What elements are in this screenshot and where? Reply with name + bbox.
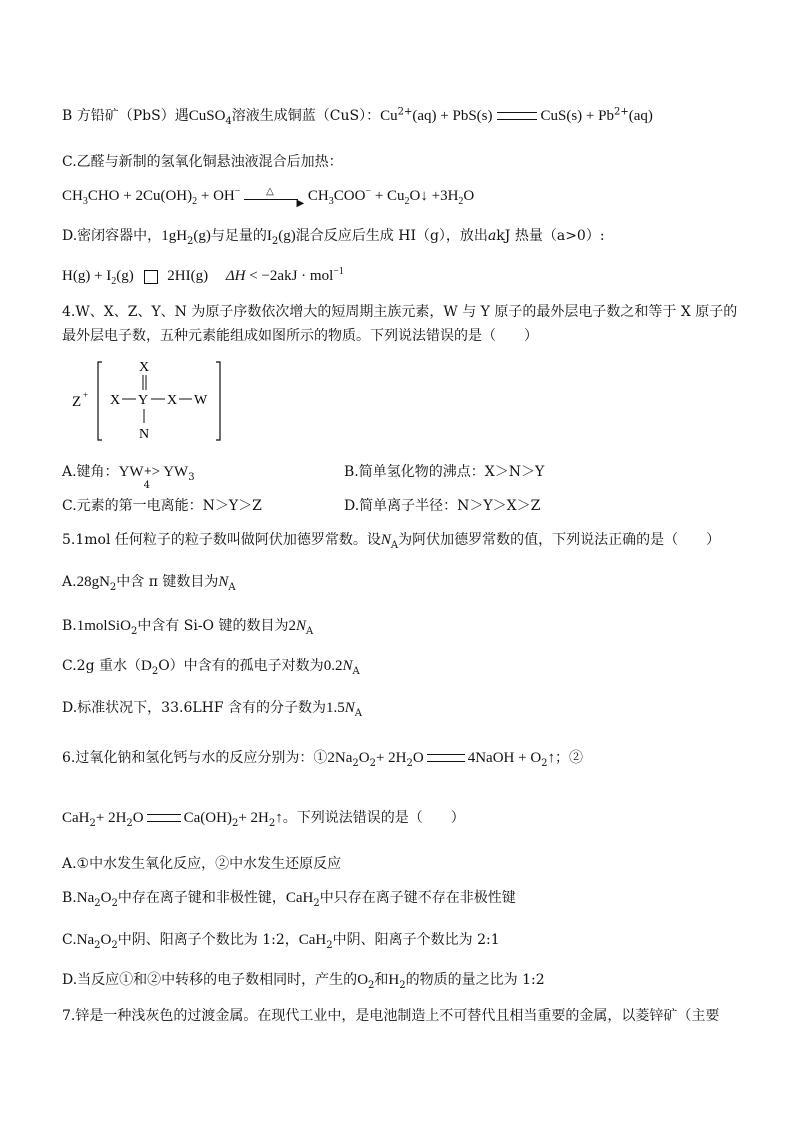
subscript: 2 bbox=[94, 939, 101, 951]
subscript: 2 bbox=[231, 817, 239, 829]
subscript: 2 bbox=[111, 939, 118, 951]
option-text: A. bbox=[62, 574, 77, 590]
stem-text: 为阿伏加德罗常数的值，下列说法正确的是（ ） bbox=[398, 532, 721, 548]
option-text: D.标准状况下，33.6LHF 含有的分子数为 bbox=[62, 700, 327, 716]
subscript: 3 bbox=[188, 471, 195, 483]
formula: ↑ bbox=[275, 810, 283, 826]
option-text: C. bbox=[62, 932, 77, 948]
option-text: 的物质的量之比为 1:2 bbox=[405, 972, 545, 988]
superscript: − bbox=[234, 186, 241, 197]
q6-option-c bbox=[62, 930, 500, 950]
formula: 4NaOH + O bbox=[467, 750, 542, 766]
subscript: 2 bbox=[151, 665, 159, 677]
superscript: −1 bbox=[333, 266, 344, 277]
formula: N bbox=[218, 574, 229, 590]
variable: a bbox=[487, 228, 497, 244]
formula: N bbox=[342, 658, 353, 674]
formula: + OH bbox=[200, 188, 235, 204]
subscript: A bbox=[306, 625, 314, 637]
formula: O bbox=[100, 932, 112, 948]
formula: + 2H bbox=[95, 810, 127, 826]
subscript: 2 bbox=[271, 235, 279, 247]
option-text: 中含 π 键数目为 bbox=[116, 574, 219, 590]
formula: CH bbox=[307, 188, 329, 204]
atom-w: W bbox=[194, 393, 208, 408]
option-text: 中只存在离子键不存在非极性键 bbox=[319, 890, 516, 906]
subscript: 2 bbox=[368, 979, 375, 991]
option-text: kJ 热量（a>0）: bbox=[496, 228, 605, 244]
subscript: 2 bbox=[109, 581, 117, 593]
formula: ↑ bbox=[547, 750, 556, 766]
subscript: 2 bbox=[192, 196, 198, 207]
option-text: 中阴、阳离子个数比为 2:1 bbox=[332, 932, 500, 948]
q4-option-a: A.键角：YW + 4 > $YW_3$ bbox=[62, 464, 195, 491]
formula: CaH bbox=[298, 932, 327, 948]
q3-option-d bbox=[62, 226, 605, 246]
formula: D bbox=[140, 658, 152, 674]
right-bracket bbox=[216, 362, 220, 440]
option-text: 和 bbox=[374, 972, 389, 988]
q4-stem-line-2: 最外层电子数，五种元素能组成如图所示的物质。下列说法错误的是（ ） bbox=[62, 328, 538, 344]
formula: CuSO bbox=[188, 108, 226, 124]
subscript: 2 bbox=[89, 817, 96, 829]
option-text: D.密闭容器中， bbox=[62, 228, 162, 244]
equal-arrow bbox=[497, 112, 537, 120]
formula: (g) bbox=[116, 268, 134, 284]
formula: YW bbox=[118, 464, 144, 480]
subscript: 2 bbox=[126, 817, 133, 829]
option-text: O）中含有的孤电子对数为 bbox=[158, 658, 324, 674]
reversible-arrow-icon bbox=[144, 270, 158, 284]
formula: O bbox=[358, 750, 370, 766]
subscript: 2 bbox=[111, 276, 117, 287]
formula: (g) bbox=[193, 228, 211, 244]
option-text: A.键角： bbox=[62, 464, 119, 480]
formula: > YW bbox=[151, 464, 189, 480]
subscript: A bbox=[354, 707, 363, 719]
formula: 2HI(g) bbox=[167, 268, 209, 284]
formula: CH bbox=[62, 188, 83, 204]
superscript: 2+ bbox=[397, 106, 413, 118]
formula: I bbox=[266, 228, 272, 244]
option-text: 溶液生成铜蓝（CuS）： bbox=[231, 108, 381, 124]
subscript: 2 bbox=[111, 897, 118, 909]
q5-option-c bbox=[62, 656, 360, 676]
formula: CaH bbox=[285, 890, 314, 906]
q4-option-d: D.简单离子半径：N＞Y＞X＞Z bbox=[344, 498, 541, 514]
equal-arrow bbox=[427, 754, 465, 762]
formula: < −2akJ · mol bbox=[249, 268, 334, 284]
formula: N bbox=[296, 618, 307, 634]
atom-center: Y bbox=[138, 393, 149, 408]
atom-top: X bbox=[139, 360, 150, 375]
subscript: 3 bbox=[82, 196, 88, 207]
formula: 2Na bbox=[327, 750, 353, 766]
formula: (g) bbox=[278, 228, 296, 244]
formula: ΔH bbox=[225, 268, 246, 284]
formula: 0.2 bbox=[323, 658, 343, 674]
formula: 28gN bbox=[76, 574, 110, 590]
formula: Na bbox=[76, 932, 95, 948]
stem-text: ；② bbox=[555, 750, 584, 766]
subscript: 3 bbox=[328, 196, 334, 207]
formula: O bbox=[100, 890, 112, 906]
formula: N bbox=[344, 700, 355, 716]
option-text: 中存在离子键和非极性键， bbox=[117, 890, 286, 906]
formula: Na bbox=[76, 890, 95, 906]
subscript: 4 bbox=[225, 115, 232, 127]
subscript: 2 bbox=[187, 235, 194, 247]
formula: CaH bbox=[62, 810, 90, 826]
formula: 2 bbox=[288, 618, 296, 634]
q6-stem-line-2 bbox=[62, 808, 465, 828]
formula: O bbox=[357, 972, 369, 988]
q5-stem bbox=[62, 530, 720, 550]
option-text: 混合反应后生成 HI（g），放出 bbox=[295, 228, 488, 244]
subscript: 2 bbox=[404, 196, 410, 207]
option-text: B. bbox=[62, 618, 77, 634]
equal-arrow bbox=[147, 814, 181, 822]
formula: Ca(OH) bbox=[183, 810, 232, 826]
stem-text: 5.1mol 任何粒子的粒子数叫做阿伏加德罗常数。设 bbox=[62, 532, 381, 548]
atom-left: X bbox=[110, 393, 121, 408]
subscript: 2 bbox=[406, 757, 413, 769]
heat-symbol: △ bbox=[266, 185, 274, 197]
formula: Cu bbox=[380, 108, 398, 124]
option-text: D.当反应①和②中转移的电子数相同时，产生的 bbox=[62, 972, 358, 988]
option-text: C.2g 重水（ bbox=[62, 658, 141, 674]
stem-text: 。下列说法错误的是（ ） bbox=[282, 810, 465, 826]
q5-option-b bbox=[62, 616, 313, 636]
formula: O bbox=[132, 810, 144, 826]
q3-option-c: C.乙醛与新制的氢氧化铜悬浊液混合后加热： bbox=[62, 154, 343, 170]
formula: CHO + 2Cu(OH) bbox=[87, 188, 193, 204]
stem-text: 6.过氧化钠和氢化钙与水的反应分别为：① bbox=[62, 750, 328, 766]
subscript: 2 bbox=[352, 757, 359, 769]
formula: 1.5 bbox=[326, 700, 345, 716]
subscript: 2 bbox=[458, 196, 464, 207]
reaction-arrow: △ ▶ bbox=[244, 190, 304, 204]
formula: CuS(s) + Pb bbox=[540, 108, 614, 124]
formula: H bbox=[388, 972, 400, 988]
formula: + 2H bbox=[375, 750, 407, 766]
subscript: 2 bbox=[94, 897, 101, 909]
formula: (aq) bbox=[628, 108, 653, 124]
superscript: 2+ bbox=[613, 106, 629, 118]
q6-option-b bbox=[62, 888, 516, 908]
subscript: 2 bbox=[326, 939, 333, 951]
formula: O bbox=[463, 188, 475, 204]
subscript: 2 bbox=[369, 757, 376, 769]
q3-c-equation bbox=[62, 185, 475, 209]
formula: 1molSiO bbox=[76, 618, 131, 634]
q4-option-c: C.元素的第一电离能：N＞Y＞Z bbox=[62, 498, 262, 514]
formula: O↓ +3H bbox=[409, 188, 459, 204]
subscript: 2 bbox=[313, 897, 320, 909]
subscript: 2 bbox=[399, 979, 406, 991]
q3-option-b bbox=[62, 106, 653, 126]
subscript: A bbox=[390, 539, 399, 551]
cation-label: Z bbox=[72, 394, 82, 410]
formula: N bbox=[380, 532, 391, 548]
formula: + Cu bbox=[374, 188, 405, 204]
q5-option-a bbox=[62, 572, 236, 592]
q7-stem-line-1: 7.锌是一种浅灰色的过渡金属。在现代工业中，是电池制造上不可替代且相当重要的金属，以菱锌矿（主要 bbox=[62, 1008, 720, 1024]
q6-option-a: A.①中水发生氧化反应，②中水发生还原反应 bbox=[62, 856, 342, 872]
q4-stem-line-1: 4.W、X、Z、Y、N 为原子序数依次增大的短周期主族元素，W 与 Y 原子的最外层电子数之和等于 X 原子的 bbox=[62, 304, 738, 320]
subscript: 2 bbox=[268, 817, 276, 829]
atom-right: X bbox=[167, 393, 178, 408]
option-text: 中阴、阳离子个数比为 1:2， bbox=[117, 932, 299, 948]
atom-bottom: N bbox=[139, 427, 150, 442]
superscript: − bbox=[365, 186, 372, 197]
cation-charge: + bbox=[83, 390, 89, 400]
formula: COO bbox=[333, 188, 366, 204]
subscript: A bbox=[352, 665, 360, 677]
option-text: B. bbox=[62, 890, 77, 906]
q4-option-b: B.简单氢化物的沸点：X＞N＞Y bbox=[344, 464, 545, 480]
formula: H(g) + I bbox=[62, 268, 112, 284]
q4-structure-diagram bbox=[66, 356, 236, 446]
option-text: 中含有 Si-O 键的数目为 bbox=[137, 618, 289, 634]
formula: (aq) + PbS(s) bbox=[412, 108, 493, 124]
option-text: B 方铅矿（PbS）遇 bbox=[62, 108, 189, 124]
q5-option-d bbox=[62, 698, 362, 718]
q6-option-d bbox=[62, 970, 545, 990]
formula: 1gH bbox=[161, 228, 188, 244]
subscript: A bbox=[228, 581, 236, 593]
left-bracket bbox=[98, 362, 102, 440]
q3-d-equation bbox=[62, 266, 344, 286]
subscript: 2 bbox=[130, 625, 138, 637]
option-text: 与足量的 bbox=[210, 228, 267, 244]
subscript: 2 bbox=[541, 757, 548, 769]
formula: O bbox=[412, 750, 424, 766]
formula: + 2H bbox=[238, 810, 269, 826]
q6-stem-line-1 bbox=[62, 748, 583, 768]
